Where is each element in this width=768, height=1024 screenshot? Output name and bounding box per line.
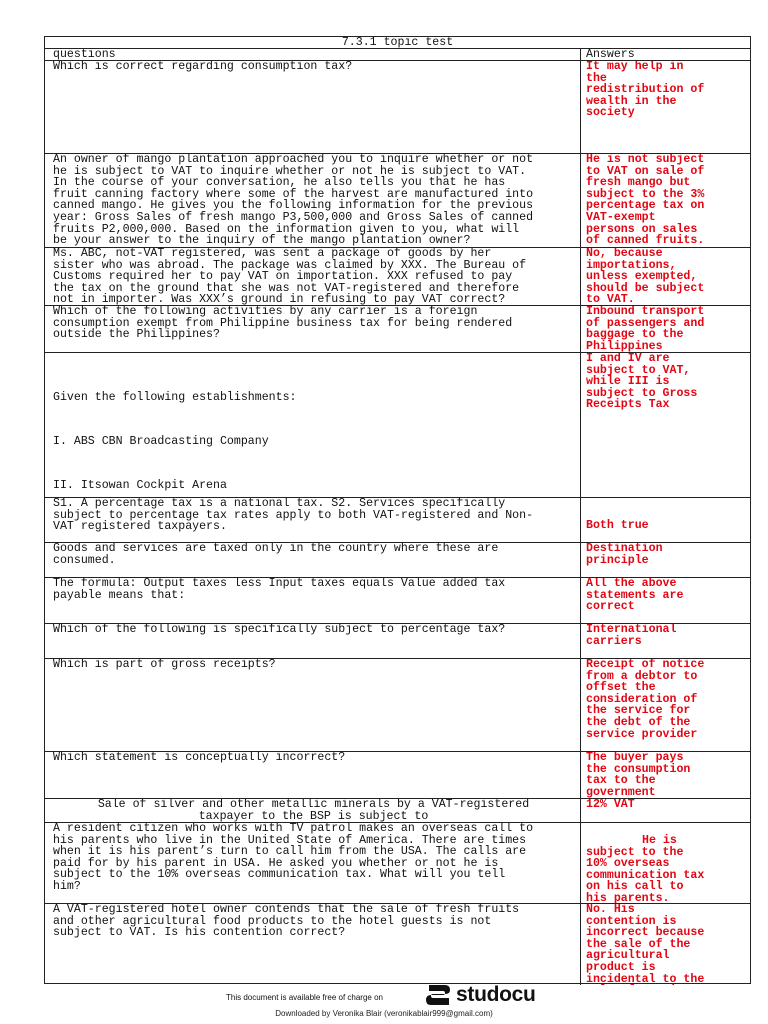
table-row <box>45 154 750 248</box>
question-line: II. Itsowan Cockpit Arena <box>53 478 227 492</box>
table-row <box>45 498 750 543</box>
answer-text: International carriers <box>586 624 677 648</box>
table-row <box>45 659 750 752</box>
question-text: Which is correct regarding consumption tax? <box>45 61 581 153</box>
question-text: A resident citizen who works with TV patrol makes an overseas call to his parents who live in the United State of America. There are times when it is his parent’s turn to call him from the USA. The calls are paid for by his parent in USA. He asked you whether or not he is subject to the 10% overseas communication tax. What will you tell him? <box>45 823 581 903</box>
table-row <box>45 248 750 306</box>
question-line: I. ABS CBN Broadcasting Company <box>53 434 269 448</box>
questions-header: questions <box>45 49 581 60</box>
topic-test-table <box>44 36 751 984</box>
question-text <box>45 353 581 497</box>
table-row <box>45 823 750 904</box>
answer-text: No. His contention is incorrect because the sale of the agricultural product is incidental to the <box>586 904 705 985</box>
answers-header: Answers <box>586 49 635 60</box>
question-text: An owner of mango plantation approached you to inquire whether or not he is subject to VAT to inquire whether or not he is subject to VAT. In the course of your conversation, he also tells you that he has fruit canning factory where some of the harvest are manufactured into canned mango. He gives you the following information for the previous year: Gross Sales of fresh mango P3,500,000 and Gross Sales of canned fruits P2,000,000. Based on the information given to you, what will be your answer to the inquiry of the mango plantation owner? <box>45 154 581 247</box>
table-row <box>45 752 750 799</box>
studocu-logo-icon <box>423 983 453 1007</box>
question-text: The formula: Output taxes less Input taxes equals Value added tax payable means that: <box>45 578 581 623</box>
answer-text: All the above statements are correct <box>586 578 684 614</box>
table-row <box>45 904 750 985</box>
answer-text: Inbound transport of passengers and baggage to the Philippines <box>586 306 705 352</box>
table-title: 7.3.1 topic test <box>341 37 454 48</box>
table-header-row <box>45 49 750 61</box>
question-text: Which statement is conceptually incorrect? <box>45 752 581 798</box>
question-text: Ms. ABC, not-VAT registered, was sent a package of goods by her sister who was abroad. The package was claimed by XXX. The Bureau of Customs required her to pay VAT on importation. XXX refused to pay the tax on the ground that she was not VAT-registered and therefore not in importer. Was XXX’s ground in refusing to pay VAT correct? <box>45 248 581 305</box>
answer-text: 12% VAT <box>586 799 635 811</box>
question-text: S1. A percentage tax is a national tax. S2. Services specifically subject to percentage tax rates apply to both VAT-registered and Non- VAT registered taxpayers. <box>45 498 581 542</box>
answer-text: The buyer pays the consumption tax to the government <box>586 752 691 798</box>
table-row <box>45 543 750 578</box>
question-text: Goods and services are taxed only in the country where these are consumed. <box>45 543 581 577</box>
downloaded-by-line: Downloaded by Veronika Blair (veronikablair999@gmail.com) <box>275 1009 493 1018</box>
answer-text: Destination principle <box>586 543 663 567</box>
answer-text <box>581 823 750 903</box>
footer-availability-note: This document is available free of charge on <box>226 993 383 1002</box>
answer-text-indent: He is subject to the 10% overseas communication tax on his call to his parents. <box>586 834 705 903</box>
studocu-logo[interactable] <box>423 982 536 1008</box>
answer-text: He is not subject to VAT on sale of fresh mango but subject to the 3% percentage tax on VAT-exempt persons on sales of canned fruits. <box>586 154 705 247</box>
table-row <box>45 624 750 659</box>
table-row <box>45 61 750 154</box>
question-text: Which is part of gross receipts? <box>45 659 581 751</box>
question-text: A VAT-registered hotel owner contends that the sale of fresh fruits and other agricultural food products to the hotel guests is not subject to VAT. Is his contention correct? <box>45 904 581 985</box>
table-row <box>45 578 750 624</box>
question-text: Sale of silver and other metallic minerals by a VAT-registered taxpayer to the BSP is subject to <box>45 799 581 822</box>
question-text: Which of the following activities by any carrier is a foreign consumption exempt from Philippine business tax for being rendered outside the Philippines? <box>45 306 581 352</box>
answer-text: No, because importations, unless exempted, should be subject to VAT. <box>586 248 705 305</box>
table-row <box>45 799 750 823</box>
question-line: Given the following establishments: <box>53 391 297 405</box>
table-row <box>45 353 750 498</box>
table-title-row <box>45 37 750 49</box>
table-row <box>45 306 750 353</box>
answer-text: It may help in the redistribution of wealth in the society <box>586 61 705 120</box>
question-text: Which of the following is specifically subject to percentage tax? <box>45 624 581 658</box>
answer-text: Receipt of notice from a debtor to offset the consideration of the service for the debt of the service provider <box>586 659 705 741</box>
answer-text: I and IV are subject to VAT, while III is subject to Gross Receipts Tax <box>586 353 698 412</box>
answer-text: Both true <box>586 519 649 532</box>
studocu-brand-name: studocu <box>456 983 536 1006</box>
